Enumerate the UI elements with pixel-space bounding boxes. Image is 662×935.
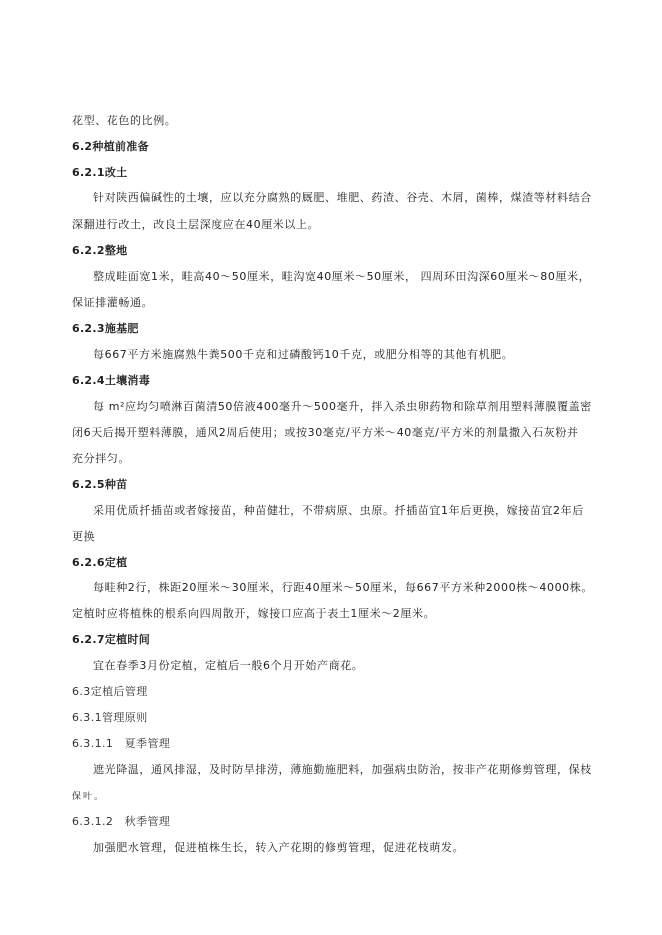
paragraph-line: 闭6天后揭开塑料薄膜，通风2周后使用；或按30毫克/平方米～40毫克/平方米的剂量撒入石灰粉并 <box>72 426 579 439</box>
text-line-1: 花型、花色的比例。 <box>72 114 177 127</box>
subsection-heading-6-2-1: 6.2.1改土 <box>72 166 128 179</box>
paragraph-line: 采用优质扦插苗或者嫁接苗，种苗健壮，不带病原、虫原。扦插苗宜1年后更换，嫁接苗宜2年后 <box>93 504 584 517</box>
paragraph-line: 保证排灌畅通。 <box>72 296 154 309</box>
paragraph-line: 每667平方米施腐熟牛粪500千克和过磷酸钙10千克，或肥分相等的其他有机肥。 <box>93 348 514 361</box>
paragraph-line: 更换 <box>72 530 96 543</box>
paragraph-line: 每畦种2行，株距20厘米～30厘米，行距40厘米～50厘米，每667平方米种2000株～4000株。 <box>93 581 593 594</box>
subsection-heading-6-2-3: 6.2.3施基肥 <box>72 322 139 335</box>
paragraph-line: 遮光降温，通风排湿，及时防旱排涝，薄施勤施肥料，加强病虫防治，按非产花期修剪管理，保枝 <box>93 763 592 776</box>
paragraph-line: 定植时应将植株的根系向四周散开，嫁接口应高于表土1厘米～2厘米。 <box>72 607 436 620</box>
paragraph-line: 加强肥水管理，促进植株生长，转入产花期的修剪管理，促进花枝萌发。 <box>93 841 465 854</box>
subsection-heading-6-2-6: 6.2.6定植 <box>72 556 128 569</box>
section-heading-6-3: 6.3定植后管理 <box>72 685 148 698</box>
subsection-heading-6-3-1-2: 6.3.1.2 秋季管理 <box>72 815 171 828</box>
subsection-heading-6-2-7: 6.2.7定植时间 <box>72 633 151 646</box>
paragraph-line: 保叶。 <box>72 792 106 802</box>
paragraph-line: 每 m²应均匀喷淋百菌清50倍液400毫升～500毫升，拌入杀虫卵药物和除草剂用塑料薄膜覆盖密 <box>93 400 592 413</box>
subsection-heading-6-3-1-1: 6.3.1.1 夏季管理 <box>72 737 171 750</box>
subsection-heading-6-2-4: 6.2.4土壤消毒 <box>72 374 151 387</box>
section-heading-6-2: 6.2种植前准备 <box>72 140 149 153</box>
paragraph-line: 针对陕西偏碱性的土壤，应以充分腐熟的厩肥、堆肥、药渣、谷壳、木屑，菌棒，煤渣等材料结合 <box>93 191 592 204</box>
paragraph-line: 整成畦面宽1米，畦高40～50厘米，畦沟宽40厘米～50厘米， 四周环田沟深60厘米～80厘米， <box>93 270 591 283</box>
paragraph-line: 深翻进行改土，改良土层深度应在40厘米以上。 <box>72 218 320 231</box>
subsection-heading-6-2-2: 6.2.2整地 <box>72 244 128 257</box>
paragraph-line: 充分拌匀。 <box>72 452 130 465</box>
subsection-heading-6-2-5: 6.2.5种苗 <box>72 478 128 491</box>
subsection-heading-6-3-1: 6.3.1管理原则 <box>72 711 148 724</box>
paragraph-line: 宜在春季3月份定植，定植后一般6个月开始产商花。 <box>93 659 364 672</box>
